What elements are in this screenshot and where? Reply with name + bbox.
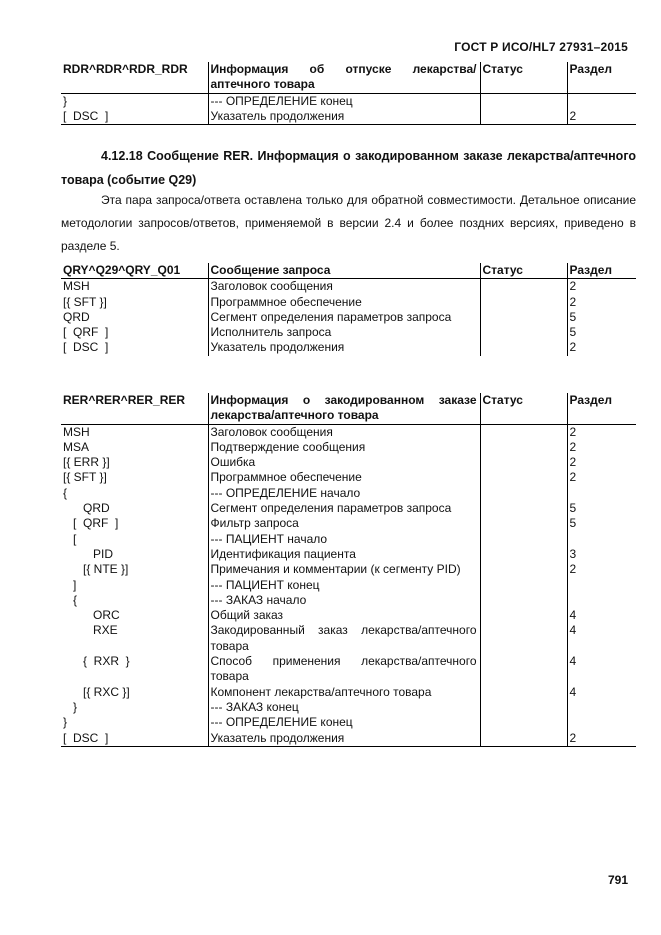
section-cell: 2 — [567, 562, 636, 577]
column-header-status: Статус — [480, 263, 567, 279]
description-cell: --- ЗАКАЗ начало — [208, 593, 480, 608]
section-cell — [567, 593, 636, 608]
status-cell — [480, 731, 567, 747]
section-cell — [567, 700, 636, 715]
description-cell: Закодированный заказ лекарства/аптечного товара — [208, 623, 480, 654]
table-row — [61, 93, 636, 109]
table-row — [61, 654, 636, 685]
table-row — [61, 593, 636, 608]
section-cell: 2 — [567, 109, 636, 125]
section-cell: 2 — [567, 455, 636, 470]
segment-cell: [ DSC ] — [61, 731, 208, 747]
description-cell: --- ЗАКАЗ конец — [208, 700, 480, 715]
segment-cell: RXE — [63, 623, 118, 638]
section-cell: 3 — [567, 547, 636, 562]
table-row — [61, 310, 636, 325]
segment-cell: } — [63, 699, 78, 714]
status-cell — [480, 516, 567, 531]
segment-cell: [{ RXC }] — [63, 684, 130, 699]
segment-cell: MSH — [63, 279, 90, 294]
section-cell: 5 — [567, 325, 636, 340]
description-cell: Идентификация пациента — [208, 547, 480, 562]
qry-message-table — [61, 263, 636, 356]
description-cell: Заголовок сообщения — [208, 424, 480, 440]
column-header-section: Раздел — [567, 263, 636, 279]
section-cell: 2 — [567, 731, 636, 747]
section-cell — [567, 532, 636, 547]
section-cell: 2 — [567, 424, 636, 440]
section-cell: 4 — [567, 608, 636, 623]
description-cell: Ошибка — [208, 455, 480, 470]
segment-cell: ORC — [63, 608, 120, 623]
section-cell: 5 — [567, 501, 636, 516]
status-cell — [480, 470, 567, 485]
description-cell: Указатель продолжения — [208, 731, 480, 747]
status-cell — [480, 715, 567, 730]
segment-cell: [{ SFT }] — [63, 294, 107, 309]
table-row — [61, 547, 636, 562]
table-row — [61, 279, 636, 295]
table-row — [61, 685, 636, 700]
description-cell: Компонент лекарства/аптечного товара — [208, 685, 480, 700]
segment-cell: { — [63, 485, 68, 500]
segment-cell: [ DSC ] — [61, 109, 208, 125]
status-cell — [480, 623, 567, 654]
section-cell: 2 — [567, 470, 636, 485]
table-row — [61, 532, 636, 547]
status-cell — [480, 440, 567, 455]
status-cell — [480, 455, 567, 470]
status-cell — [480, 578, 567, 593]
segment-cell: { RXR } — [63, 654, 130, 669]
table-row — [61, 623, 636, 654]
segment-cell: [ — [63, 531, 77, 546]
segment-cell: ] — [63, 577, 77, 592]
status-cell — [480, 295, 567, 310]
description-cell: --- ОПРЕДЕЛЕНИЕ конец — [208, 715, 480, 730]
segment-cell: PID — [63, 546, 114, 561]
segment-cell: QRD — [63, 309, 90, 324]
section-cell: 5 — [567, 310, 636, 325]
segment-cell: MSH — [63, 424, 90, 439]
section-paragraph: Эта пара запроса/ответа оставлена только для обратной совместимости. Детальное описание методологии запросов/ответов, применяемой в версии 2.4 и более поздних версиях, приведено в разделе 5. — [61, 193, 636, 253]
column-header-section: Раздел — [567, 62, 636, 93]
table-row — [61, 325, 636, 340]
section-cell: 4 — [567, 685, 636, 700]
status-cell — [480, 654, 567, 685]
status-cell — [480, 325, 567, 340]
status-cell — [480, 310, 567, 325]
section-heading: 4.12.18 Сообщение RER. Информация о закодированном заказе лекарства/аптечного товара (событие Q29) — [61, 149, 636, 187]
description-cell: Подтверждение сообщения — [208, 440, 480, 455]
status-cell — [480, 593, 567, 608]
rdr-message-table — [61, 62, 636, 125]
status-cell — [480, 501, 567, 516]
status-cell — [480, 109, 567, 125]
segment-cell: } — [63, 93, 68, 108]
description-cell: Программное обеспечение — [208, 470, 480, 485]
status-cell — [480, 608, 567, 623]
table-row — [61, 109, 636, 125]
segment-cell: MSA — [63, 439, 90, 454]
segment-cell: [ QRF ] — [63, 325, 109, 340]
segment-cell: } — [63, 715, 68, 730]
segment-cell: [ QRF ] — [63, 516, 119, 531]
table-row — [61, 516, 636, 531]
segment-cell: [ DSC ] — [63, 340, 109, 355]
table-row — [61, 608, 636, 623]
section-cell — [567, 93, 636, 109]
section-cell: 2 — [567, 440, 636, 455]
segment-cell: [{ SFT }] — [63, 470, 107, 485]
section-cell — [567, 578, 636, 593]
status-cell — [480, 685, 567, 700]
table-row — [61, 715, 636, 730]
description-cell: Общий заказ — [208, 608, 480, 623]
description-cell: Сегмент определения параметров запроса — [208, 310, 480, 325]
table-row — [61, 455, 636, 470]
status-cell — [480, 562, 567, 577]
description-cell: --- ПАЦИЕНТ начало — [208, 532, 480, 547]
segment-cell: { — [63, 592, 78, 607]
status-cell — [480, 93, 567, 109]
section-cell: 4 — [567, 623, 636, 654]
page-number: 791 — [608, 873, 629, 887]
column-header-segment: RER^RER^RER_RER — [61, 393, 208, 424]
description-cell: --- ПАЦИЕНТ конец — [208, 578, 480, 593]
table-row — [61, 562, 636, 577]
table-row — [61, 486, 636, 501]
table-row — [61, 578, 636, 593]
status-cell — [480, 547, 567, 562]
description-cell: Указатель продолжения — [208, 109, 480, 125]
segment-cell: QRD — [63, 501, 110, 516]
section-cell: 4 — [567, 654, 636, 685]
status-cell — [480, 532, 567, 547]
status-cell — [480, 279, 567, 295]
column-header-status: Статус — [480, 393, 567, 424]
table-row — [61, 731, 636, 747]
table-row — [61, 440, 636, 455]
table-row — [61, 700, 636, 715]
table-row — [61, 470, 636, 485]
column-header-description: Сообщение запроса — [208, 263, 480, 279]
column-header-segment: RDR^RDR^RDR_RDR — [61, 62, 208, 93]
segment-cell: [{ NTE }] — [63, 562, 129, 577]
section-cell — [567, 715, 636, 730]
document-header: ГОСТ Р ИСО/HL7 27931–2015 — [454, 40, 628, 54]
description-cell: Программное обеспечение — [208, 295, 480, 310]
section-cell: 2 — [567, 340, 636, 355]
segment-cell: [{ ERR }] — [63, 455, 110, 470]
description-cell: Заголовок сообщения — [208, 279, 480, 295]
section-cell — [567, 486, 636, 501]
table-row — [61, 340, 636, 355]
description-cell: --- ОПРЕДЕЛЕНИЕ начало — [208, 486, 480, 501]
status-cell — [480, 700, 567, 715]
table-row — [61, 501, 636, 516]
description-cell: Фильтр запроса — [208, 516, 480, 531]
section-cell: 5 — [567, 516, 636, 531]
column-header-description: Информация о закодированном заказе лекарства/аптечного товара — [208, 393, 480, 424]
description-cell: --- ОПРЕДЕЛЕНИЕ конец — [208, 93, 480, 109]
rer-message-table — [61, 393, 636, 747]
table-row — [61, 295, 636, 310]
table-row — [61, 424, 636, 440]
description-cell: Примечания и комментарии (к сегменту PID) — [208, 562, 480, 577]
description-cell: Исполнитель запроса — [208, 325, 480, 340]
section-cell: 2 — [567, 279, 636, 295]
column-header-status: Статус — [480, 62, 567, 93]
description-cell: Способ применения лекарства/аптечного товара — [208, 654, 480, 685]
status-cell — [480, 424, 567, 440]
status-cell — [480, 340, 567, 355]
status-cell — [480, 486, 567, 501]
section-cell: 2 — [567, 295, 636, 310]
column-header-segment: QRY^Q29^QRY_Q01 — [61, 263, 208, 279]
description-cell: Сегмент определения параметров запроса — [208, 501, 480, 516]
description-cell: Указатель продолжения — [208, 340, 480, 355]
column-header-section: Раздел — [567, 393, 636, 424]
column-header-description: Информация об отпуске лекарства/аптечного товара — [208, 62, 480, 93]
